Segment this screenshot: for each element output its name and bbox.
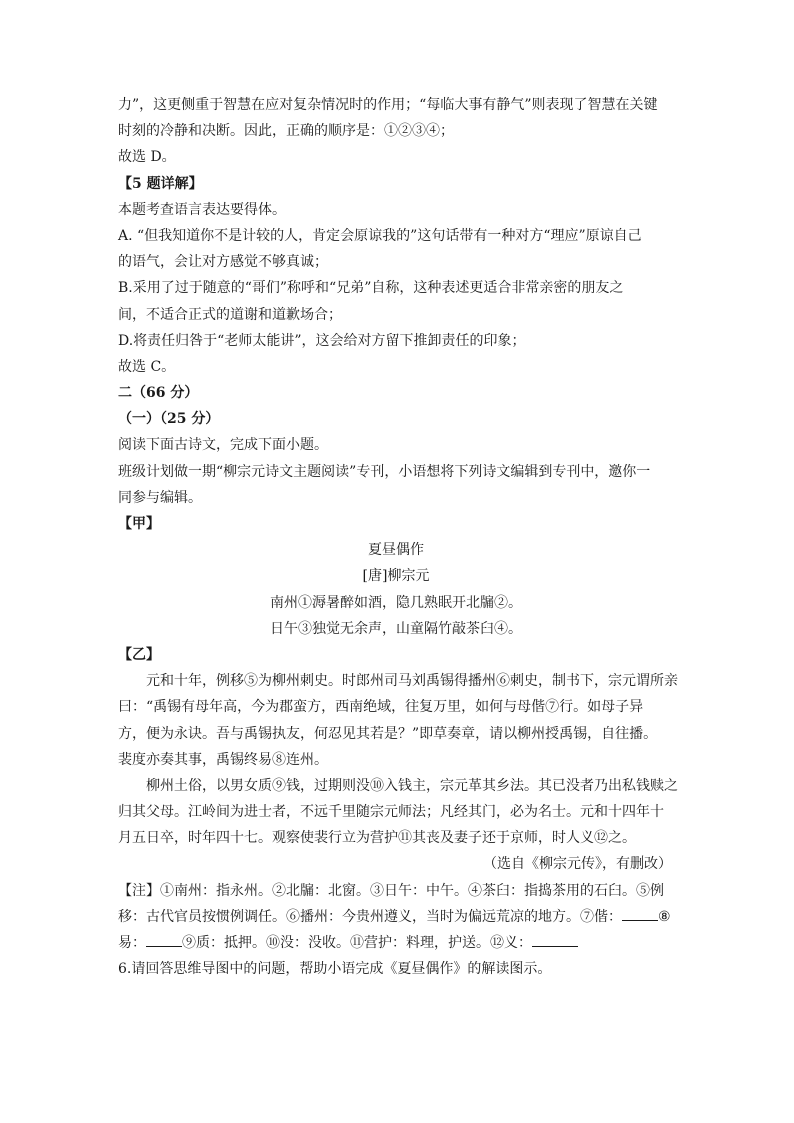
- prose-line: 月五日卒，时年四十七。观察使裴行立为营护⑪其丧及妻子还于京师，时人义⑫之。: [118, 830, 636, 847]
- note-line: 【注】①南州：指永州。②北牖：北窗。③日午：中午。④茶臼：指捣茶用的石臼。⑤例: [118, 882, 664, 899]
- prose-line: 元和十年，例移⑤为柳州刺史。时郎州司马刘禹锡得播州⑥刺史，制书下，宗元谓所亲: [146, 673, 678, 690]
- poem-title: 夏昼偶作: [368, 542, 424, 559]
- text-line: 阅读下面古诗文，完成下面小题。: [118, 437, 328, 454]
- note-text: 易：: [118, 935, 146, 951]
- note-text: 移：古代官员按惯例调任。⑥播州：今贵州遵义，当时为偏远荒凉的地方。⑦偕：: [118, 908, 622, 925]
- text-line: 同参与编辑。: [118, 489, 202, 506]
- source-citation: （选自《柳宗元传》，有删改）: [483, 856, 672, 873]
- text-line: 间，不适合正式的道谢和道歉场合；: [118, 306, 342, 323]
- poem-line: 日午③独觉无余声，山童隔竹敲茶臼④。: [270, 620, 522, 637]
- prose-line: 方，便为永诀。吾与禹锡执友，何忍见其若是？”即草奏章，请以柳州授禹锡，自往播。: [118, 725, 658, 742]
- text-line: 力”，这更侧重于智慧在应对复杂情况时的作用；“每临大事有静气”则表现了智慧在关键: [118, 97, 658, 113]
- section-heading: 【5 题详解】: [118, 175, 203, 192]
- poem-author: [唐]柳宗元: [362, 568, 430, 585]
- text-line: A. “但我知道你不是计较的人，肯定会原谅我的”这句话带有一种对方“理应”原谅自己: [118, 227, 642, 244]
- note-text: ⑨质：抵押。⑩没：没收。⑪营护：料理，护送。⑫义：: [182, 935, 532, 951]
- prose-line: 曰：“禹锡有母年高，今为郡蛮方，西南绝域，往复万里，如何与母偕⑦行。如母子异: [118, 699, 644, 716]
- prose-line: 归其父母。江岭间为进士者，不远千里随宗元师法；凡经其门，必为名士。元和十四年十: [118, 804, 664, 821]
- part-heading: 二（66 分）: [118, 385, 199, 402]
- text-line: B.采用了过于随意的“哥们”称呼和“兄弟”自称，这种表述更适合非常亲密的朋友之: [118, 280, 624, 297]
- text-line: D.将责任归咎于“老师太能讲”，这会给对方留下推卸责任的印象；: [118, 332, 526, 349]
- subpart-heading: （一）（25 分）: [118, 411, 220, 428]
- poem-line: 南州①溽暑醉如酒，隐几熟眠开北牖②。: [270, 594, 522, 611]
- note-line: [118, 930, 674, 956]
- fill-blank-8[interactable]: [146, 932, 182, 947]
- text-line: 故选 D。: [118, 149, 176, 166]
- text-line: 时刻的冷静和决断。因此，正确的顺序是：①②③④；: [118, 123, 454, 140]
- question-6: 6.请回答思维导图中的问题，帮助小语完成《夏昼偶作》的解读图示。: [118, 961, 552, 978]
- note-text: ⑧: [658, 908, 671, 925]
- prose-line: 柳州土俗，以男女质⑨钱，过期则没⑩入钱主，宗元革其乡法。其已没者乃出私钱赎之: [146, 777, 678, 794]
- text-line: 本题考查语言表达要得体。: [118, 201, 286, 218]
- fill-blank-12[interactable]: [532, 932, 578, 947]
- text-line: 故选 C。: [118, 358, 176, 375]
- document-page: [118, 92, 678, 982]
- text-line: 的语气，会让对方感觉不够真诚；: [118, 254, 328, 271]
- fill-blank-7[interactable]: [622, 906, 658, 921]
- passage-marker-jia: 【甲】: [118, 516, 160, 532]
- passage-marker-yi: 【乙】: [118, 646, 160, 663]
- text-line: 班级计划做一期“柳宗元诗文主题阅读”专刊，小语想将下列诗文编辑到专刊中，邀你一: [118, 463, 651, 480]
- prose-line: 裴度亦奏其事，禹锡终易⑧连州。: [118, 751, 328, 768]
- note-line: [118, 904, 674, 930]
